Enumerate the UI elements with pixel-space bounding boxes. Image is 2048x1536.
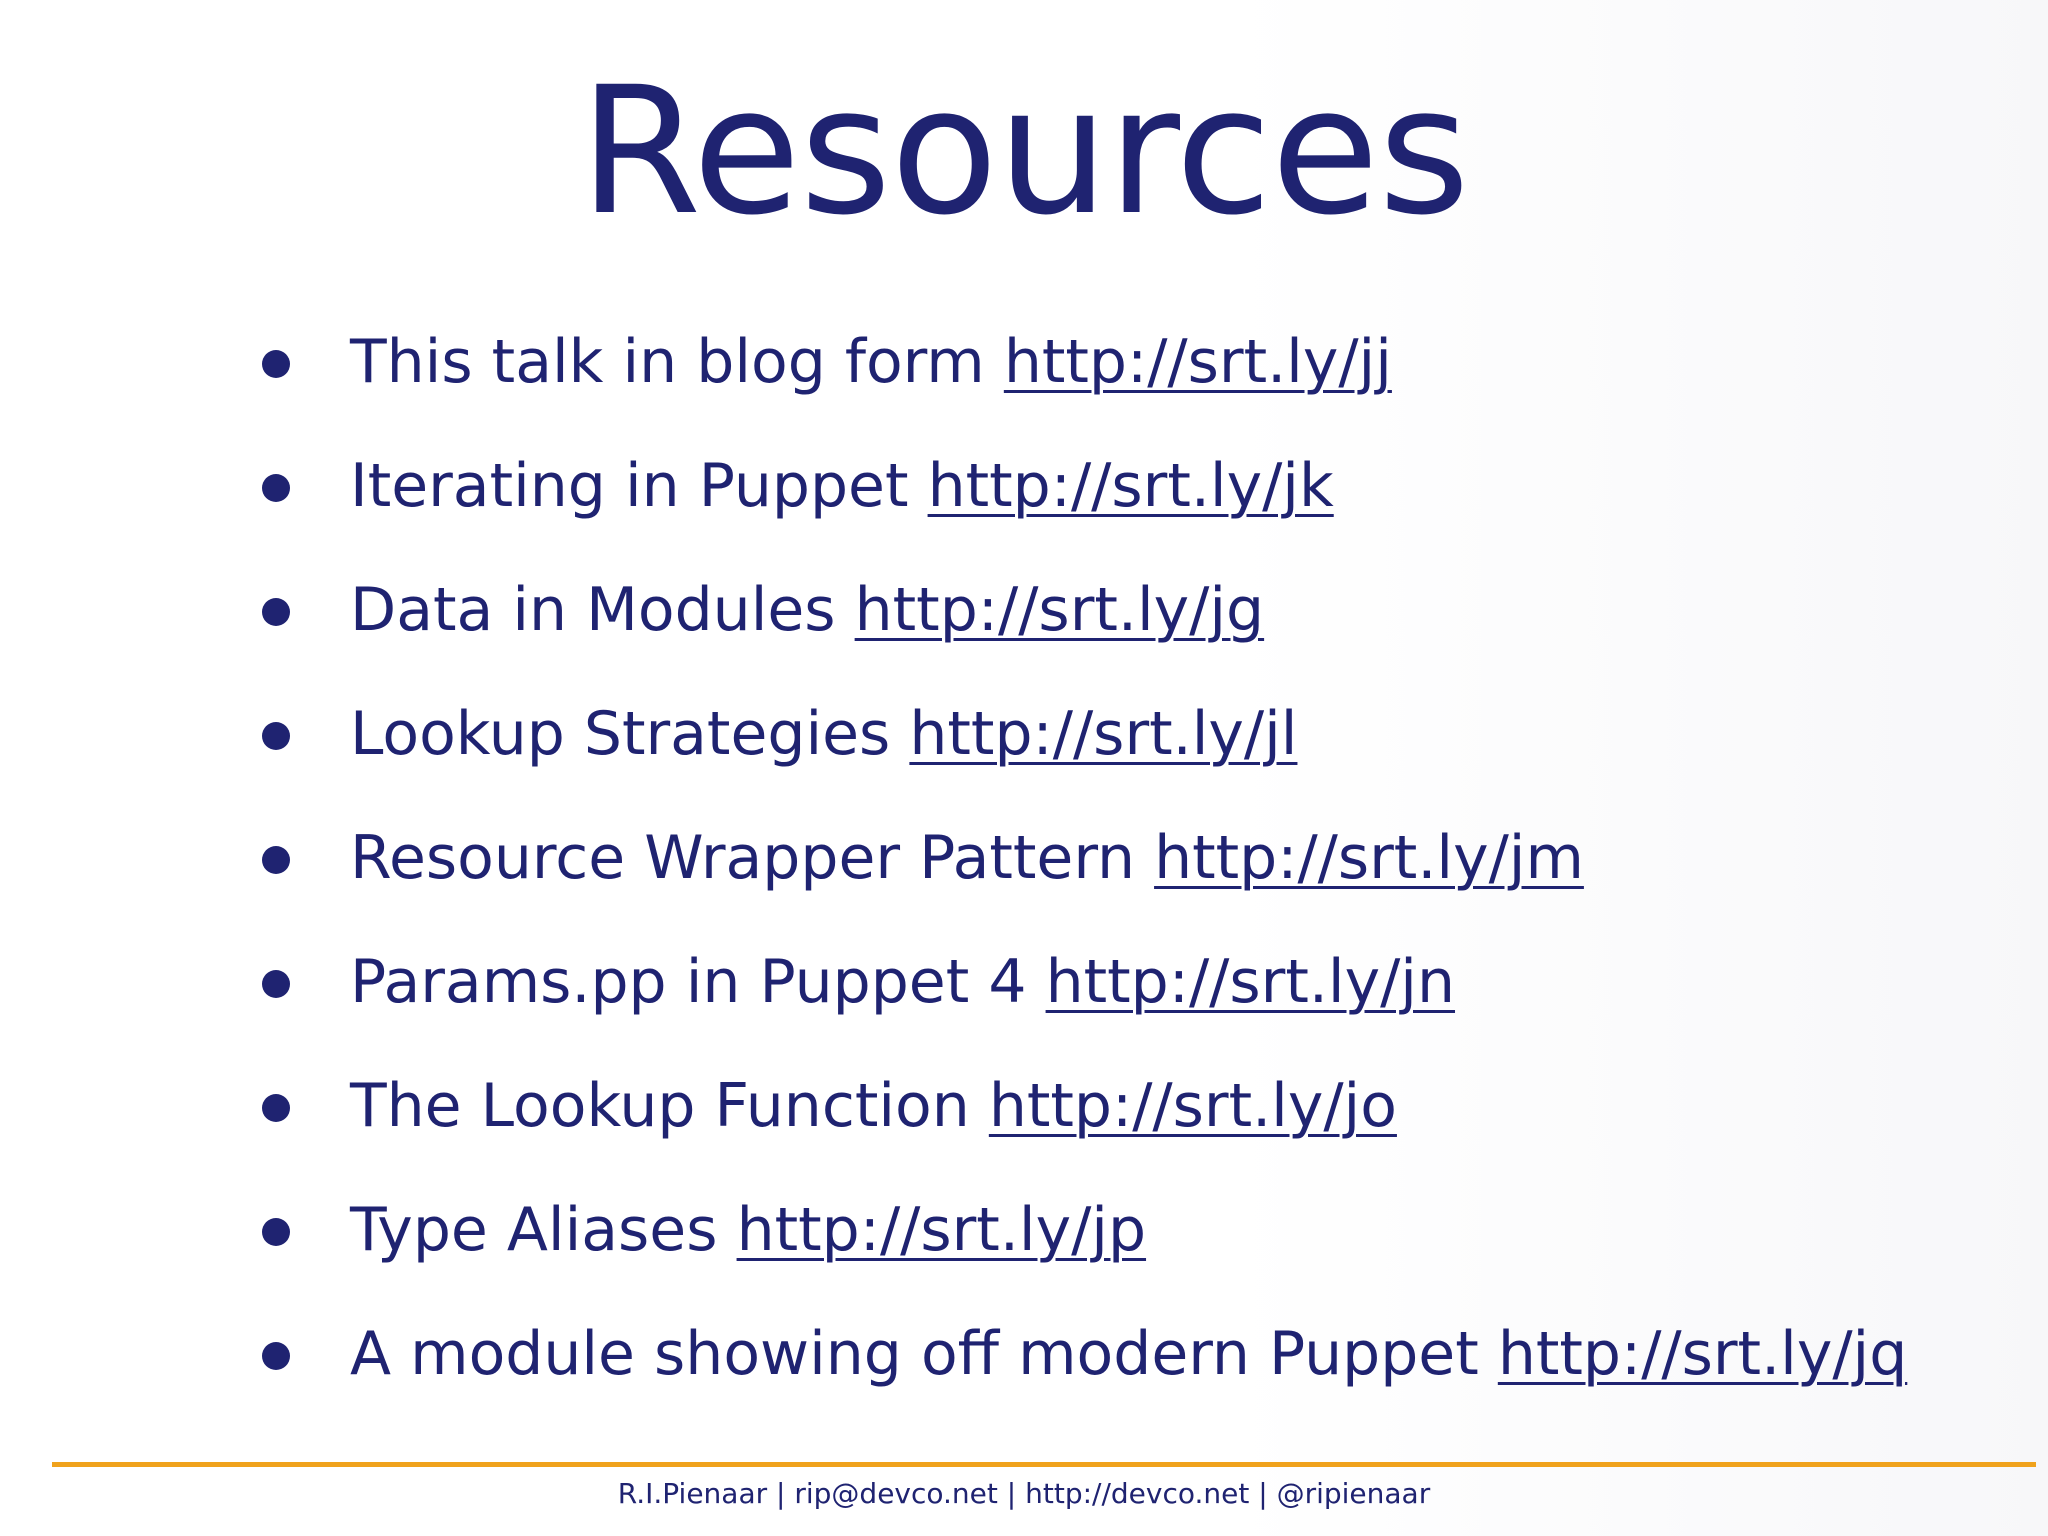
- list-item: [262, 300, 1907, 424]
- bullet-icon: [262, 970, 290, 998]
- bullet-icon: [262, 1342, 290, 1370]
- bullet-icon: [262, 350, 290, 378]
- bullet-icon: [262, 846, 290, 874]
- list-item-label: The Lookup Function: [350, 1071, 970, 1141]
- list-item: [262, 1168, 1907, 1292]
- bullet-icon: [262, 598, 290, 626]
- resource-link[interactable]: http://srt.ly/jn: [1045, 947, 1456, 1017]
- footer-divider: [52, 1462, 2036, 1467]
- bullet-icon: [262, 474, 290, 502]
- footer-text: R.I.Pienaar | rip@devco.net | http://devco.net | @ripienaar: [617, 1477, 1431, 1510]
- list-item-label: Lookup Strategies: [350, 699, 891, 769]
- list-item-label: Type Aliases: [350, 1195, 718, 1265]
- resource-list: [262, 300, 1907, 1416]
- list-item: [262, 548, 1907, 672]
- bullet-icon: [262, 1094, 290, 1122]
- bullet-icon: [262, 722, 290, 750]
- list-item: [262, 1044, 1907, 1168]
- list-item-text: [350, 575, 1264, 645]
- list-item: [262, 424, 1907, 548]
- list-item-label: Params.pp in Puppet 4: [350, 947, 1027, 1017]
- list-item: [262, 1292, 1907, 1416]
- list-item-label: This talk in blog form: [350, 327, 985, 397]
- resource-link[interactable]: http://srt.ly/jg: [854, 575, 1265, 645]
- list-item-text: [350, 327, 1392, 397]
- list-item-text: [350, 1195, 1146, 1265]
- list-item-label: A module showing off modern Puppet: [350, 1319, 1479, 1389]
- bullet-icon: [262, 1218, 290, 1246]
- resource-link[interactable]: http://srt.ly/jl: [909, 699, 1298, 769]
- resource-link[interactable]: http://srt.ly/jj: [1003, 327, 1392, 397]
- list-item-text: [350, 947, 1455, 1017]
- list-item-text: [350, 823, 1584, 893]
- resource-link[interactable]: http://srt.ly/jk: [927, 451, 1334, 521]
- list-item-text: [350, 699, 1297, 769]
- resource-link[interactable]: http://srt.ly/jm: [1154, 823, 1584, 893]
- list-item-label: Resource Wrapper Pattern: [350, 823, 1135, 893]
- list-item-label: Data in Modules: [350, 575, 836, 645]
- resource-link[interactable]: http://srt.ly/jp: [736, 1195, 1147, 1265]
- list-item-text: [350, 1319, 1907, 1389]
- list-item-label: Iterating in Puppet: [350, 451, 909, 521]
- slide-title: Resources: [579, 49, 1469, 254]
- list-item: [262, 672, 1907, 796]
- list-item-text: [350, 1071, 1397, 1141]
- list-item: [262, 796, 1907, 920]
- resource-link[interactable]: http://srt.ly/jq: [1497, 1319, 1908, 1389]
- list-item-text: [350, 451, 1334, 521]
- list-item: [262, 920, 1907, 1044]
- resource-link[interactable]: http://srt.ly/jo: [988, 1071, 1397, 1141]
